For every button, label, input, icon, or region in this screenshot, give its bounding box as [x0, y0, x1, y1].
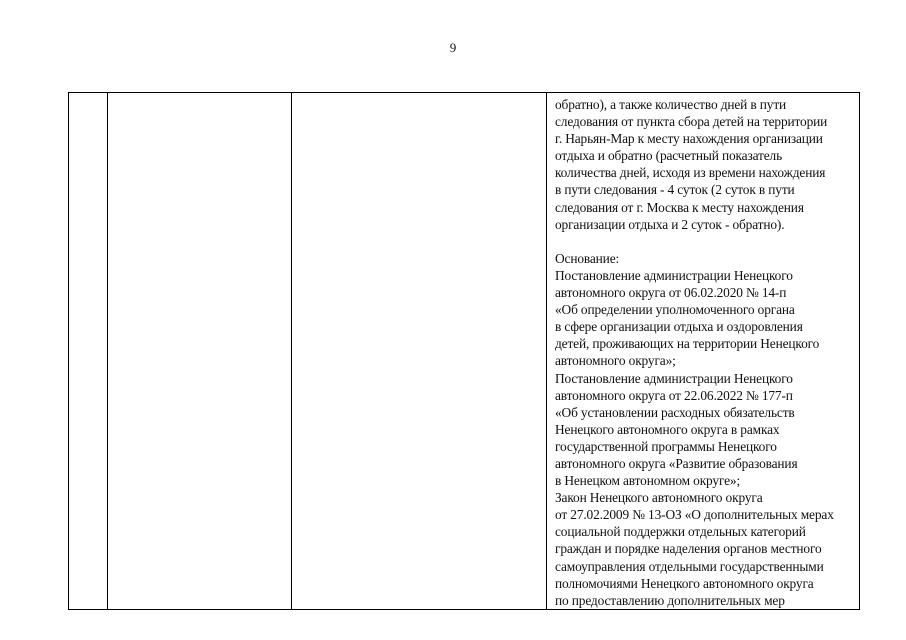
text-line: полномочиями Ненецкого автономного округа [555, 575, 814, 591]
text-line: автономного округа «Развитие образования [555, 455, 798, 471]
text-line: в сфере организации отдыха и оздоровления [555, 319, 803, 335]
text-line: Ненецкого автономного округа в рамках [555, 421, 780, 437]
text-line: в пути следования - 4 суток (2 суток в пути [555, 182, 795, 198]
table-cell-justification [547, 93, 860, 610]
table-cell-name [108, 93, 292, 610]
text-line: следования от г. Москва к месту нахождения [555, 199, 804, 215]
text-line: Постановление администрации Ненецкого [555, 370, 793, 386]
text-line: автономного округа»; [555, 353, 676, 369]
paragraph-travel-days [555, 96, 855, 233]
text-line: обратно), а также количество дней в пути [555, 97, 787, 112]
text-line: количества дней, исходя из времени нахождения [555, 165, 826, 181]
table-cell-description [292, 93, 547, 610]
text-line: от 27.02.2009 № 13-ОЗ «О дополнительных мерах [555, 507, 834, 523]
table-cell-number [69, 93, 108, 610]
paragraph-legal-basis [555, 250, 855, 609]
text-line: государственной программы Ненецкого [555, 438, 777, 454]
text-line: организации отдыха и 2 суток - обратно). [555, 216, 785, 232]
text-line: самоуправления отдельными государственными [555, 558, 824, 574]
text-line: в Ненецком автономном округе»; [555, 473, 741, 489]
text-line: Основание: [555, 250, 620, 266]
text-line: Постановление администрации Ненецкого [555, 267, 793, 283]
text-line: детей, проживающих на территории Ненецкого [555, 336, 820, 352]
document-table [68, 92, 860, 610]
text-line: г. Нарьян-Мар к месту нахождения организации [555, 131, 823, 147]
page-number: 9 [449, 40, 457, 55]
paragraph-gap [555, 233, 855, 250]
text-line: автономного округа от 22.06.2022 № 177-п [555, 387, 793, 403]
text-line: по предоставлению дополнительных мер [555, 592, 785, 608]
text-line: Закон Ненецкого автономного округа [555, 490, 763, 506]
text-line: граждан и порядке наделения органов местного [555, 541, 822, 557]
text-line: автономного округа от 06.02.2020 № 14-п [555, 285, 787, 301]
text-line: «Об установлении расходных обязательств [555, 404, 795, 420]
justification-text [547, 93, 859, 609]
table-row [69, 93, 860, 610]
text-line: социальной поддержки отдельных категорий [555, 524, 806, 540]
text-line: «Об определении уполномоченного органа [555, 302, 795, 318]
text-line: следования от пункта сбора детей на территории [555, 114, 828, 130]
text-line: отдыха и обратно (расчетный показатель [555, 148, 783, 164]
